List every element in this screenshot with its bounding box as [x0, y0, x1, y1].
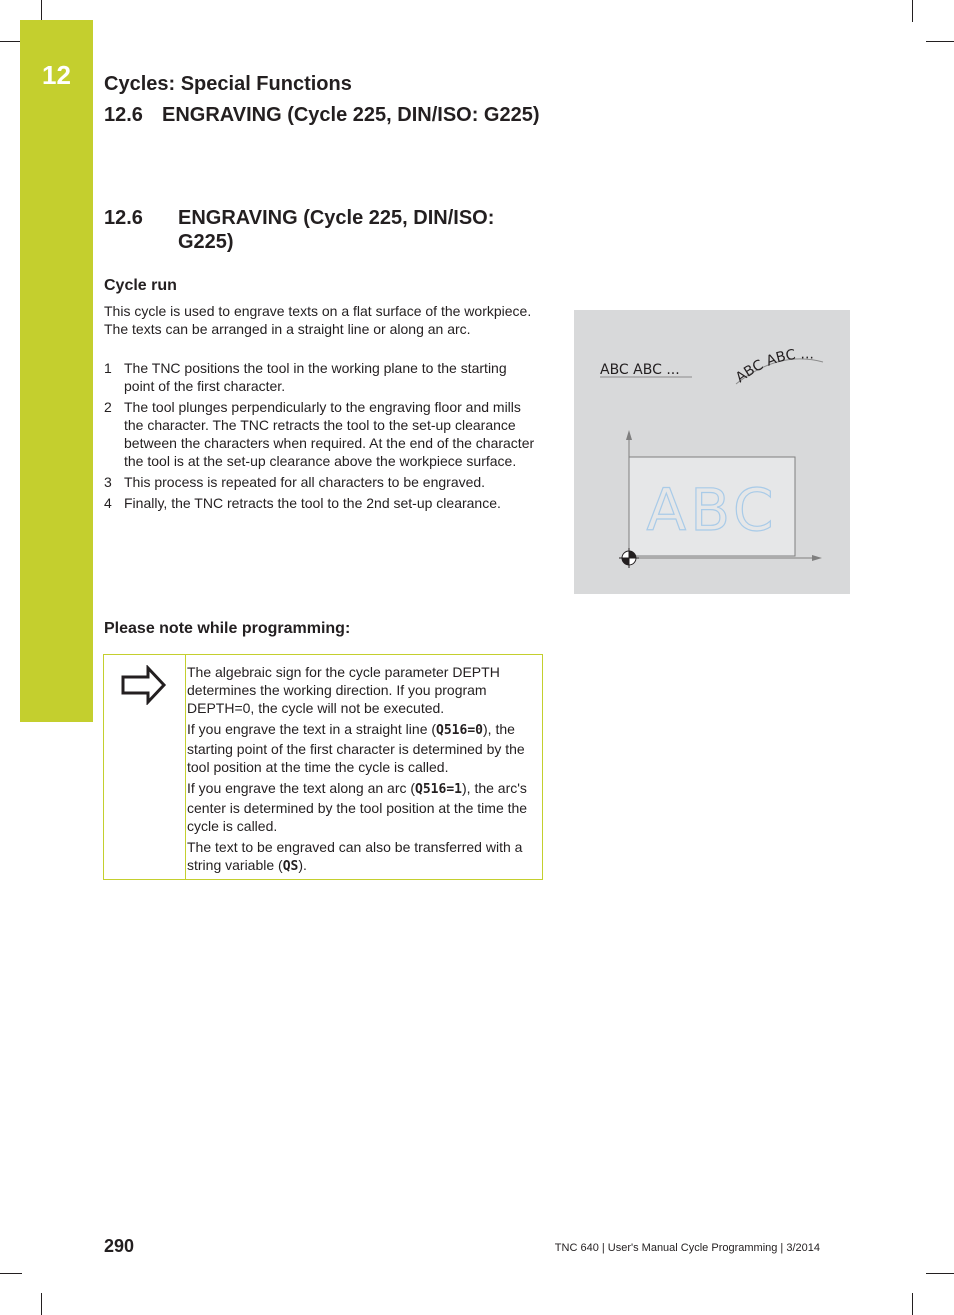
- note-paragraph: [187, 779, 533, 835]
- running-section-number: 12.6: [104, 104, 143, 126]
- arc-text-label: [733, 346, 815, 386]
- step-text: This process is repeated for all characters to be engraved.: [124, 474, 486, 490]
- list-item: [104, 359, 536, 395]
- engraving-diagram: [574, 310, 850, 594]
- crop-mark: [912, 1293, 913, 1315]
- note-text-span: The text to be engraved can also be transferred with a string variable (: [187, 839, 523, 873]
- list-item: [104, 494, 536, 512]
- crop-mark: [912, 0, 913, 22]
- chapter-tab: [20, 20, 93, 722]
- page-number: 290: [104, 1236, 135, 1256]
- arrow-right-icon: [120, 665, 168, 705]
- arc-text-path: ABC ABC ...: [732, 346, 815, 387]
- engraving-figure: [574, 310, 850, 594]
- cycle-steps-list: [104, 359, 536, 515]
- step-number: 3: [104, 474, 112, 490]
- crop-mark: [41, 0, 42, 22]
- step-number: 1: [104, 360, 112, 376]
- note-text: [187, 663, 533, 879]
- note-box: [103, 654, 543, 880]
- y-axis-arrow: [626, 430, 632, 440]
- note-divider: [185, 655, 186, 879]
- note-text-span: If you engrave the text in a straight line (: [187, 721, 437, 737]
- note-paragraph: [187, 720, 533, 776]
- parameter-code: Q516=0: [436, 723, 483, 738]
- crop-mark: [0, 41, 22, 42]
- list-item: [104, 473, 536, 491]
- running-section-title: ENGRAVING (Cycle 225, DIN/ISO: G225): [162, 104, 540, 126]
- note-text-span: ), the arc's center is determined by the tool position at the time the cycle is called.: [187, 780, 528, 834]
- large-abc-text: ABC: [646, 476, 778, 544]
- chapter-title: Cycles: Special Functions: [104, 73, 352, 95]
- note-text-span: ), the starting point of the first character is determined by the tool position at the time the cycle is called.: [187, 721, 525, 775]
- cycle-run-intro: This cycle is used to engrave texts on a flat surface of the workpiece. The texts can be arranged in a straight line or along an arc.: [104, 303, 532, 337]
- note-paragraph: [187, 838, 533, 876]
- section-title: ENGRAVING (Cycle 225, DIN/ISO: G225): [178, 207, 495, 253]
- note-text-span: ).: [298, 857, 307, 873]
- crop-mark: [0, 1273, 22, 1274]
- step-number: 4: [104, 495, 112, 511]
- chapter-number: 12: [42, 60, 71, 90]
- step-number: 2: [104, 399, 112, 415]
- crop-mark: [926, 41, 954, 42]
- section-number: 12.6: [104, 207, 143, 229]
- note-paragraph: The algebraic sign for the cycle parameter DEPTH determines the working direction. If you program DEPTH=0, the cycle will not be executed.: [187, 664, 500, 716]
- list-item: [104, 398, 536, 470]
- footer-text: TNC 640 | User's Manual Cycle Programming | 3/2014: [554, 1242, 820, 1254]
- note-text-span: If you engrave the text along an arc (: [187, 780, 416, 796]
- straight-text-label: ABC ABC ...: [600, 362, 680, 378]
- parameter-code: Q516=1: [415, 782, 462, 797]
- crop-mark: [926, 1273, 954, 1274]
- step-text: Finally, the TNC retracts the tool to the 2nd set-up clearance.: [124, 495, 501, 511]
- parameter-code: QS: [282, 859, 299, 874]
- step-text: The TNC positions the tool in the working plane to the starting point of the first character.: [124, 360, 507, 394]
- crop-mark: [41, 1293, 42, 1315]
- crosshair-quadrant: [622, 558, 629, 565]
- notes-heading: Please note while programming:: [104, 620, 351, 637]
- cycle-run-heading: Cycle run: [104, 277, 177, 294]
- x-axis-arrow: [812, 555, 822, 561]
- step-text: The tool plunges perpendicularly to the engraving floor and mills the character. The TNC retracts the tool to the set-up clearance between the characters when required. At the end of the character the tool is at the set-up clearance above the workpiece surface.: [124, 399, 535, 469]
- running-section-header: [104, 104, 540, 127]
